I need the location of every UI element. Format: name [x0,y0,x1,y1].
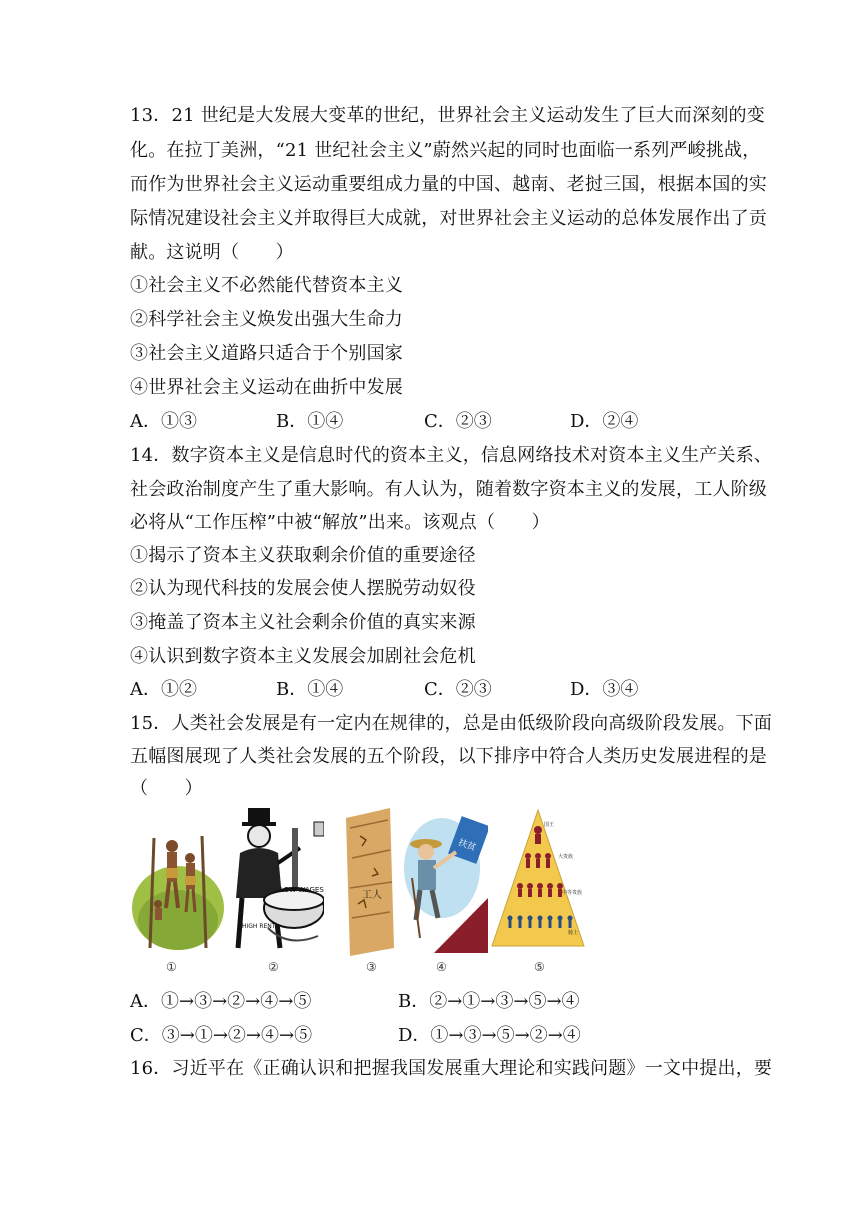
figure-primitive-society [132,808,224,958]
figure-socialist-society [404,808,488,958]
figure-slave-society [340,808,396,958]
fig2-label-1: LOW WAGES [280,886,324,894]
question-13-line-3: 而作为世界社会主义运动重要组成力量的中国、越南、老挝三国，根据本国的实 [130,174,767,195]
question-14-option-a[interactable]: A．①② [130,679,197,700]
question-13-item-3: ③社会主义道路只适合于个别国家 [130,343,403,364]
question-13-item-1: ①社会主义不必然能代替资本主义 [130,275,403,296]
question-14-line-1: 14．数字资本主义是信息时代的资本主义，信息网络技术对资本主义生产关系、 [130,445,773,466]
fig5-label-noble: 大贵族 [558,854,574,860]
fig5-label-king: 国王 [544,822,555,828]
fig4-label: 扶贫 [456,837,478,854]
farmer-poverty-alleviation-illustration [404,808,488,958]
question-14-option-b[interactable]: B．①④ [276,679,344,700]
question-15-line-3: （ ） [130,778,203,799]
question-13-item-2: ②科学社会主义焕发出强大生命力 [130,309,403,330]
question-13-option-a[interactable]: A．①③ [130,411,197,432]
question-13-line-5: 献。这说明（ ） [130,242,294,263]
fig3-label: 工人 [362,890,382,901]
question-14-option-d[interactable]: D．③④ [570,679,639,700]
question-14-option-c[interactable]: C．②③ [424,679,492,700]
question-15-line-1: 15．人类社会发展是有一定内在规律的，总是由低级阶段向高级阶段发展。下面 [130,713,773,734]
question-15-option-b[interactable]: B．②→①→③→⑤→④ [398,991,580,1012]
fig5-label-knight: 骑士 [568,930,579,936]
question-14-line-2: 社会政治制度产生了重大影响。有人认为，随着数字资本主义的发展，工人阶级 [130,479,767,500]
question-16-line-1: 16．习近平在《正确认识和把握我国发展重大理论和实践问题》一文中提出，要 [130,1058,773,1079]
question-15-option-c[interactable]: C．③→①→②→④→⑤ [130,1025,313,1046]
question-13-line-4: 际情况建设社会主义并取得巨大成就，对世界社会主义运动的总体发展作出了贡 [130,208,767,229]
figure-capitalist-society [228,808,324,958]
feudal-pyramid-illustration [490,808,586,958]
oracle-bone-illustration [340,808,396,958]
question-13-option-c[interactable]: C．②③ [424,411,492,432]
question-13-line-2: 化。在拉丁美洲，“21 世纪社会主义”蔚然兴起的同时也面临一系列严峻挑战， [130,140,761,161]
figure-label-1: ① [166,960,177,974]
question-14-item-1: ①揭示了资本主义获取剩余价值的重要途径 [130,545,476,566]
question-14-line-3: 必将从“工作压榨”中被“解放”出来。该观点（ ） [130,512,550,533]
fig2-label-2: HIGH RENT [242,923,276,930]
figure-label-3: ③ [366,960,377,974]
figure-label-5: ⑤ [534,960,545,974]
question-13-item-4: ④世界社会主义运动在曲折中发展 [130,377,403,398]
capitalist-cartoon-illustration [228,808,324,958]
figure-label-2: ② [268,960,279,974]
question-13-line-1: 13．21 世纪是大发展大变革的世纪，世界社会主义运动发生了巨大而深刻的变 [130,105,765,126]
question-15-line-2: 五幅图展现了人类社会发展的五个阶段，以下排序中符合人类历史发展进程的是 [130,746,767,767]
question-14-item-2: ②认为现代科技的发展会使人摆脱劳动奴役 [130,578,476,599]
question-13-option-d[interactable]: D．②④ [570,411,639,432]
question-15-option-a[interactable]: A．①→③→②→④→⑤ [130,991,312,1012]
primitive-society-illustration [132,808,224,958]
figure-feudal-society [490,808,586,958]
figure-label-4: ④ [436,960,447,974]
question-14-item-4: ④认识到数字资本主义发展会加剧社会危机 [130,646,476,667]
question-15-option-d[interactable]: D．①→③→⑤→②→④ [398,1025,581,1046]
question-13-option-b[interactable]: B．①④ [276,411,344,432]
question-14-item-3: ③掩盖了资本主义社会剩余价值的真实来源 [130,612,476,633]
fig5-label-mid-noble: 中等贵族 [562,890,583,896]
